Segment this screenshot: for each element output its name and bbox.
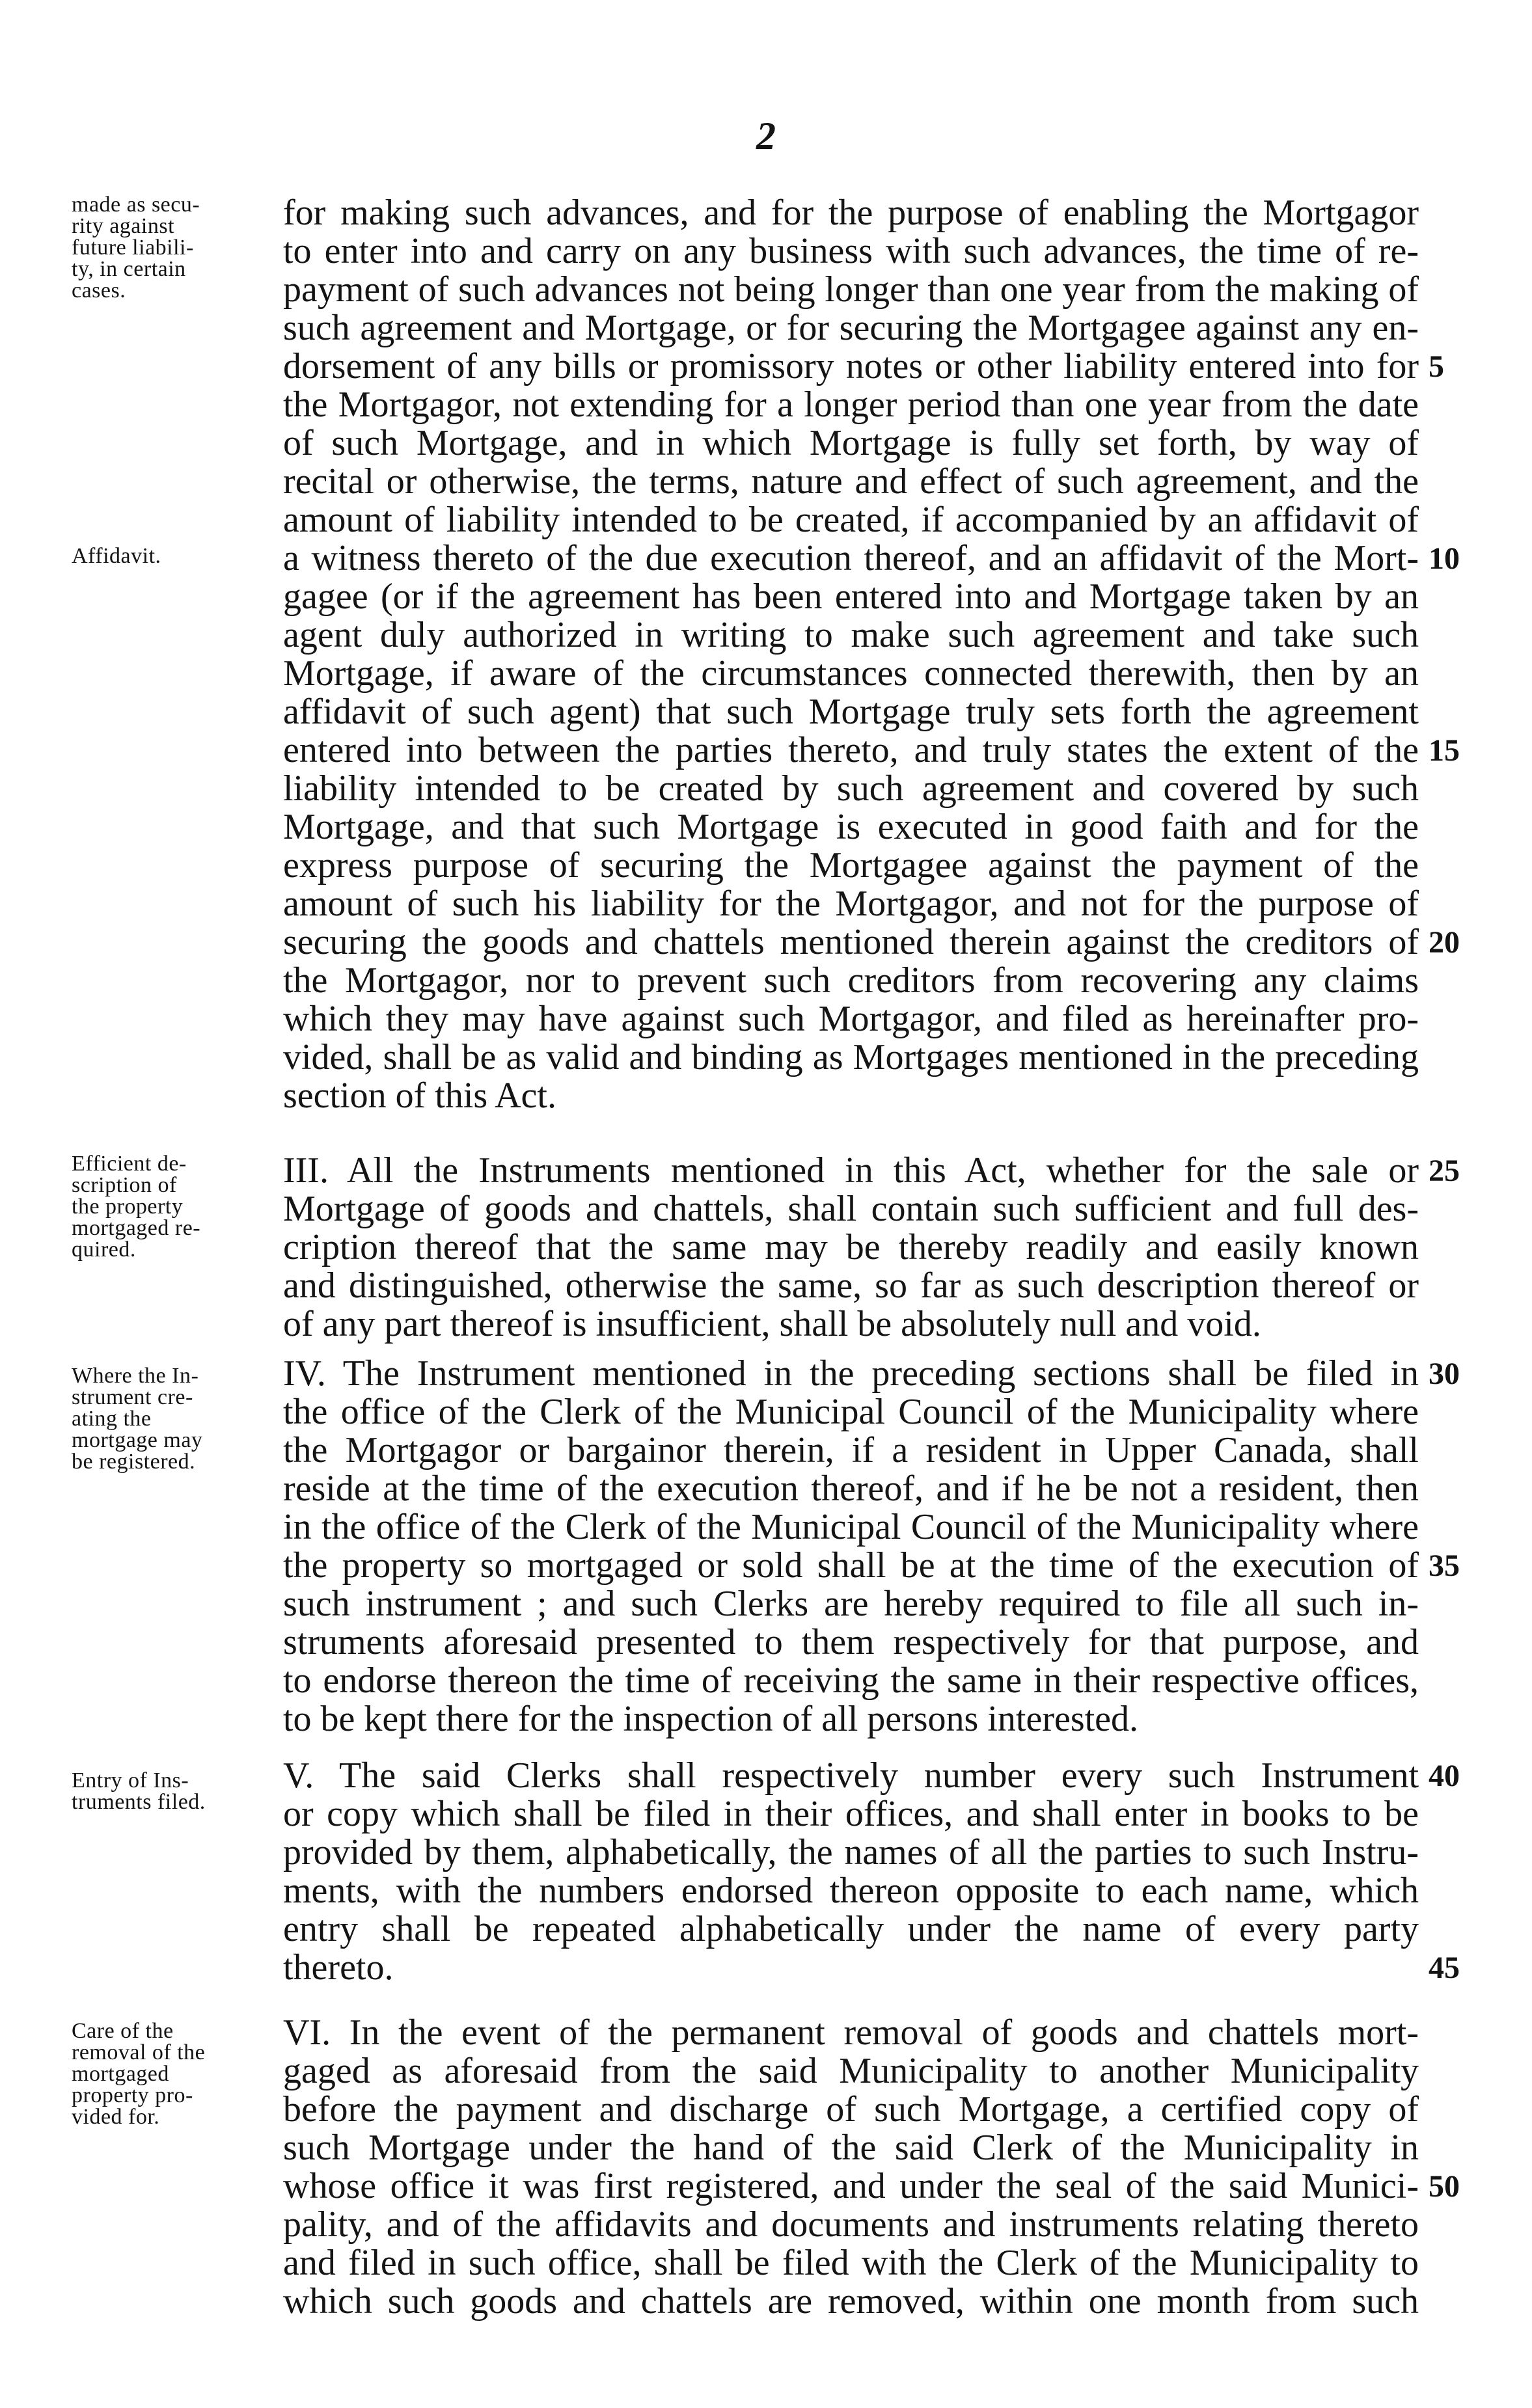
line-number: 35 bbox=[1429, 1549, 1460, 1583]
text-line: ments, with the numbers endorsed thereon opposite to each name, which bbox=[283, 1871, 1419, 1911]
margin-note-line: quired. bbox=[72, 1238, 136, 1262]
text-line: the office of the Clerk of the Municipal Council of the Municipality where bbox=[283, 1392, 1419, 1432]
text-line: vided, shall be as valid and binding as Mortgages mentioned in the preceding bbox=[283, 1037, 1419, 1077]
text-line: express purpose of securing the Mortgagee against the payment of the bbox=[283, 845, 1419, 886]
text-line: amount of such his liability for the Mortgagor, and not for the purpose of bbox=[283, 884, 1419, 924]
text-line: in the office of the Clerk of the Municipal Council of the Municipality where bbox=[283, 1507, 1419, 1547]
margin-note-line: removal of the bbox=[72, 2040, 206, 2064]
text-line: entered into between the parties thereto, and truly states the extent of the bbox=[283, 730, 1419, 770]
margin-note-line: scription of bbox=[72, 1173, 177, 1197]
line-number: 40 bbox=[1429, 1759, 1460, 1793]
section-body bbox=[283, 2014, 1419, 2321]
margin-note-line: mortgaged bbox=[72, 2062, 169, 2086]
line-number: 10 bbox=[1429, 541, 1460, 576]
text-line: agent duly authorized in writing to make such agreement and take such bbox=[283, 615, 1419, 655]
text-line: which they may have against such Mortgagor, and filed as hereinafter pro- bbox=[283, 999, 1419, 1039]
text-line: securing the goods and chattels mentioned therein against the creditors of bbox=[283, 922, 1419, 962]
text-line: to enter into and carry on any business with such advances, the time of re- bbox=[283, 231, 1419, 271]
text-line: Mortgage, and that such Mortgage is executed in good faith and for the bbox=[283, 807, 1419, 847]
section-body bbox=[283, 1355, 1419, 1738]
margin-note-line: Affidavit. bbox=[72, 544, 161, 568]
margin-note-line: mortgage may bbox=[72, 1428, 203, 1452]
margin-note-line: mortgaged re- bbox=[72, 1216, 201, 1240]
text-line: recital or otherwise, the terms, nature and effect of such agreement, and the bbox=[283, 461, 1419, 502]
line-number: 5 bbox=[1429, 349, 1444, 384]
text-line: for making such advances, and for the purpose of enabling the Mortgagor bbox=[283, 193, 1419, 233]
text-line: Mortgage of goods and chattels, shall contain such sufficient and full des- bbox=[283, 1189, 1419, 1229]
text-line: dorsement of any bills or promissory notes or other liability entered into for bbox=[283, 346, 1419, 386]
text-line: liability intended to be created by such agreement and covered by such bbox=[283, 768, 1419, 809]
text-line: and distinguished, otherwise the same, so far as such description thereof or bbox=[283, 1265, 1419, 1306]
text-line: VI. In the event of the permanent removal of goods and chattels mort- bbox=[283, 2012, 1419, 2053]
text-line: and filed in such office, shall be filed with the Clerk of the Municipality to bbox=[283, 2243, 1419, 2283]
margin-note-line: vided for. bbox=[72, 2105, 160, 2129]
text-line: amount of liability intended to be created, if accompanied by an affidavit of bbox=[283, 500, 1419, 540]
text-line: the property so mortgaged or sold shall be at the time of the execution of bbox=[283, 1545, 1419, 1586]
margin-note-where-registered bbox=[72, 1365, 260, 1472]
text-line: whose office it was first registered, and under the seal of the said Munici- bbox=[283, 2166, 1419, 2206]
margin-note-line: the property bbox=[72, 1195, 184, 1219]
text-line: the Mortgagor, nor to prevent such creditors from recovering any claims bbox=[283, 960, 1419, 1001]
text-line: such Mortgage under the hand of the said Clerk of the Municipality in bbox=[283, 2128, 1419, 2168]
section-body bbox=[283, 1152, 1419, 1344]
page-number: 2 bbox=[756, 115, 776, 157]
line-number: 45 bbox=[1429, 1951, 1460, 1985]
text-line: such instrument ; and such Clerks are hereby required to file all such in- bbox=[283, 1584, 1419, 1624]
text-line: cription thereof that the same may be thereby readily and easily known bbox=[283, 1227, 1419, 1267]
line-number: 25 bbox=[1429, 1154, 1460, 1188]
margin-note-efficient-description bbox=[72, 1153, 260, 1260]
margin-note-line: truments filed. bbox=[72, 1790, 206, 1814]
margin-note-line: Where the In- bbox=[72, 1364, 199, 1388]
text-line: III. All the Instruments mentioned in this Act, whether for the sale or bbox=[283, 1150, 1419, 1191]
text-line: affidavit of such agent) that such Mortgage truly sets forth the agreement bbox=[283, 692, 1419, 732]
margin-note-affidavit bbox=[72, 545, 260, 567]
margin-note-line: ating the bbox=[72, 1407, 152, 1431]
text-line: entry shall be repeated alphabetically under the name of every party bbox=[283, 1909, 1419, 1949]
margin-note-line: made as secu- bbox=[72, 193, 200, 217]
margin-note-line: Efficient de- bbox=[72, 1152, 187, 1176]
text-line: payment of such advances not being longer than one year from the making of bbox=[283, 269, 1419, 310]
margin-note-line: cases. bbox=[72, 278, 126, 303]
text-line: Mortgage, if aware of the circumstances connected therewith, then by an bbox=[283, 653, 1419, 694]
margin-note-care-of-removal bbox=[72, 2020, 260, 2128]
margin-note-security bbox=[72, 194, 260, 301]
text-line: the Mortgagor, not extending for a longer period than one year from the date bbox=[283, 385, 1419, 425]
text-line: provided by them, alphabetically, the names of all the parties to such Instru- bbox=[283, 1832, 1419, 1873]
line-number: 20 bbox=[1429, 925, 1460, 960]
text-line: before the payment and discharge of such Mortgage, a certified copy of bbox=[283, 2089, 1419, 2130]
line-number: 15 bbox=[1429, 733, 1460, 768]
margin-note-line: be registered. bbox=[72, 1450, 196, 1474]
margin-note-line: rity against bbox=[72, 214, 175, 238]
margin-note-line: strument cre- bbox=[72, 1385, 193, 1409]
line-number: 50 bbox=[1429, 2169, 1460, 2204]
margin-note-line: Care of the bbox=[72, 2019, 174, 2043]
margin-note-entry-of-instruments bbox=[72, 1770, 260, 1813]
text-line: gagee (or if the agreement has been entered into and Mortgage taken by an bbox=[283, 576, 1419, 617]
section-body bbox=[283, 1757, 1419, 1987]
text-line: IV. The Instrument mentioned in the preceding sections shall be filed in bbox=[283, 1353, 1419, 1394]
text-line: thereto. bbox=[283, 1947, 394, 1988]
text-line: V. The said Clerks shall respectively number every such Instrument bbox=[283, 1755, 1419, 1796]
text-line: reside at the time of the execution thereof, and if he be not a resident, then bbox=[283, 1468, 1419, 1509]
text-line: pality, and of the affidavits and documents and instruments relating thereto bbox=[283, 2204, 1419, 2245]
text-line: section of this Act. bbox=[283, 1075, 556, 1116]
text-line: to endorse thereon the time of receiving the same in their respective offices, bbox=[283, 1660, 1419, 1701]
margin-note-line: Entry of Ins- bbox=[72, 1768, 189, 1792]
text-line: of any part thereof is insufficient, shall be absolutely null and void. bbox=[283, 1304, 1261, 1344]
text-line: the Mortgagor or bargainor therein, if a resident in Upper Canada, shall bbox=[283, 1430, 1419, 1470]
text-line: a witness thereto of the due execution thereof, and an affidavit of the Mort- bbox=[283, 538, 1419, 578]
text-line: which such goods and chattels are removed, within one month from such bbox=[283, 2281, 1419, 2321]
text-line: or copy which shall be filed in their offices, and shall enter in books to be bbox=[283, 1794, 1419, 1834]
text-line: to be kept there for the inspection of all persons interested. bbox=[283, 1699, 1139, 1739]
margin-note-line: property pro- bbox=[72, 2083, 193, 2107]
margin-note-line: ty, in certain bbox=[72, 257, 186, 281]
text-line: struments aforesaid presented to them respectively for that purpose, and bbox=[283, 1622, 1419, 1662]
line-number: 30 bbox=[1429, 1357, 1460, 1391]
text-line: such agreement and Mortgage, or for securing the Mortgagee against any en- bbox=[283, 308, 1419, 348]
section-body bbox=[283, 194, 1419, 1115]
text-line: gaged as aforesaid from the said Municipality to another Municipality bbox=[283, 2051, 1419, 2091]
text-line: of such Mortgage, and in which Mortgage is fully set forth, by way of bbox=[283, 423, 1419, 463]
margin-note-line: future liabili- bbox=[72, 236, 194, 260]
